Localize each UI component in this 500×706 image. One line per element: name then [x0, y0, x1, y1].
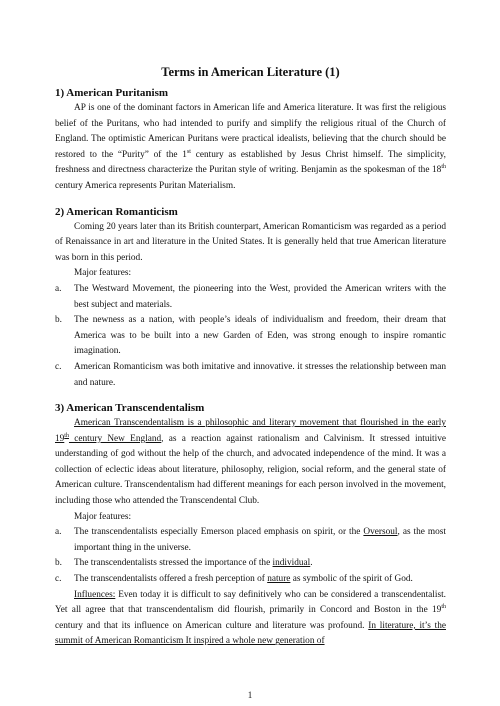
paragraph-influences: Influences: Even today it is difficult to say definitively who can be considered a transcendentalist. Yet all agree that that transcendentalism did flourish, primarily in Concord and Boston in the 19th century and that its influence on American culture and literature was profound. In literature, it’s the summit of American Romanticism It inspired a whole new generation of [55, 589, 446, 647]
list-item: b. The newness as a nation, with people’s ideals of individualism and freedom, their dream that America was to be built into a new Garden of Eden, was strong enough to inspire romantic imagination. [55, 315, 446, 357]
features-label: Major features: [74, 511, 132, 522]
page-number: 1 [247, 690, 253, 700]
paragraph: Coming 20 years later than its British counterpart, American Romanticism was regarded as a period of Renaissance in art and literature in the United States. It is generally held that true American literature was born in this period. [55, 221, 446, 263]
paragraph: AP is one of the dominant factors in American life and America literature. It was first the religious belief of the Puritans, who had intended to purify and simplify the religious ritual of the Church of England. The optimistic American Puritans were practical idealists, believing that the church should be restored to the “Purity” of the 1st century as established by Jesus Christ himself. The simplicity, freshness and directness characterize the Puritan style of writing. Benjamin as the spokesman of the 18th century America represents Puritan Materialism. [55, 103, 446, 191]
section-heading: 3) American Transcendentalism [55, 402, 205, 415]
page-title: Terms in American Literature (1) [161, 65, 340, 79]
list-item: b. The transcendentalists stressed the importance of the individual. [55, 558, 313, 569]
section-heading: 1) American Puritanism [55, 87, 169, 99]
list-item: c. The transcendentalists offered a fresh perception of nature as symbolic of the spirit of God. [55, 574, 413, 585]
section-puritanism [55, 86, 446, 195]
paragraph: American Transcendentalism is a philosophic and literary movement that flourished in the early 19th century New England, as a reaction against rationalism and Calvinism. It stressed intuitive understanding of god without the help of the church, and advocated independence of the mind. It was a collection of eclectic ideas about literature, philosophy, religion, social reform, and the general state of American culture. Transcendentalism had different meanings for each person involved in the movement, including those who attended the Transcendental Club. [55, 418, 447, 507]
list-item: a. The transcendentalists especially Emerson placed emphasis on spirit, or the Oversoul, as the most important thing in the universe. [55, 527, 446, 553]
features-label: Major features: [74, 268, 132, 279]
list-item: a. The Westward Movement, the pioneering into the West, provided the American writers with the best subject and materials. [55, 283, 446, 310]
document-page [55, 64, 446, 660]
section-heading: 2) American Romanticism [55, 205, 178, 218]
section-transcendentalism [55, 401, 446, 650]
section-romanticism [55, 205, 446, 392]
list-item: c. American Romanticism was both imitative and innovative. it stresses the relationship between man and nature. [55, 361, 446, 388]
